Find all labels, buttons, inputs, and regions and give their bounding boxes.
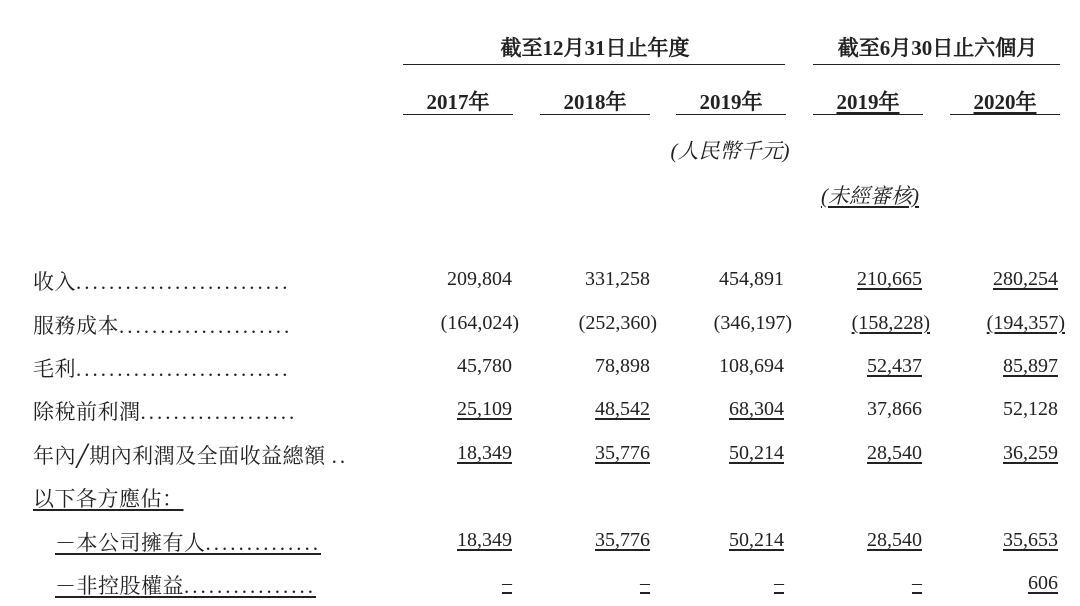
cell-cost-2017: (164,024) [440, 312, 519, 334]
year-2017: 2017年 [426, 90, 490, 114]
cell-gross-2020-6m: 85,897 [1003, 355, 1058, 377]
year-2020-6m: 2020年 [973, 90, 1037, 114]
year-2018: 2018年 [563, 90, 627, 114]
row-leader: .......................... [76, 357, 291, 381]
cell-nci-2019-6m: – [912, 572, 922, 594]
year-2017-rule [403, 114, 513, 115]
cell-cost-2018: (252,360) [578, 312, 657, 334]
year-2018-rule [540, 114, 650, 115]
row-label-total-comprehensive-income [33, 440, 348, 470]
cell-gross-2017: 45,780 [457, 355, 512, 377]
year-2019-6m: 2019年 [836, 90, 900, 114]
cell-pbt-2019: 68,304 [729, 398, 784, 420]
row-label-gross-profit [33, 353, 291, 383]
row-label-revenue [33, 266, 291, 296]
row-label-text: 毛利 [33, 357, 76, 381]
unaudited-note: (未經審核) [821, 184, 919, 208]
cell-pbt-2020-6m: 52,128 [1003, 398, 1058, 420]
year-2020-6m-rule [950, 114, 1060, 115]
cell-gross-2019: 108,694 [719, 355, 784, 377]
cell-owners-2018: 35,776 [595, 529, 650, 551]
cell-owners-2019-6m: 28,540 [867, 529, 922, 551]
row-label-text: 年內╱期內利潤及全面收益總額 [33, 444, 326, 468]
cell-tci-2019-6m: 28,540 [867, 442, 922, 464]
row-label-owners-of-company [33, 527, 321, 557]
cell-revenue-2018: 331,258 [585, 268, 650, 290]
cell-tci-2017: 18,349 [457, 442, 512, 464]
row-label-cost-of-services [33, 310, 292, 340]
cell-cost-2020-6m: (194,357) [986, 312, 1065, 334]
cell-cost-2019: (346,197) [713, 312, 792, 334]
cell-revenue-2019-6m: 210,665 [857, 268, 922, 290]
row-label-text: －非控股權益 [55, 574, 184, 598]
cell-nci-2019: – [774, 572, 784, 594]
row-label-text: 服務成本 [33, 314, 119, 338]
cell-tci-2018: 35,776 [595, 442, 650, 464]
cell-tci-2020-6m: 36,259 [1003, 442, 1058, 464]
cell-cost-2019-6m: (158,228) [851, 312, 930, 334]
cell-revenue-2020-6m: 280,254 [993, 268, 1058, 290]
row-leader: ..................... [119, 314, 293, 338]
row-label-attributable-to [33, 483, 184, 513]
unit-note: (人民幣千元) [670, 139, 790, 163]
cell-nci-2018: – [640, 572, 650, 594]
cell-owners-2019: 50,214 [729, 529, 784, 551]
year-2019-fy: 2019年 [699, 90, 763, 114]
cell-revenue-2017: 209,804 [447, 268, 512, 290]
cell-owners-2017: 18,349 [457, 529, 512, 551]
year-2019-6m-rule [813, 114, 923, 115]
header-fy-rule [403, 64, 785, 65]
row-leader: .......................... [76, 270, 291, 294]
cell-pbt-2019-6m: 37,866 [867, 398, 922, 420]
row-leader: ................ [184, 574, 316, 598]
cell-gross-2018: 78,898 [595, 355, 650, 377]
row-leader: .. [331, 444, 349, 468]
row-label-profit-before-tax [33, 396, 297, 426]
row-label-text: 以下各方應佔： [33, 487, 184, 511]
cell-nci-2017: – [502, 572, 512, 594]
cell-revenue-2019: 454,891 [719, 268, 784, 290]
row-leader: ................... [140, 400, 298, 424]
row-label-text: 收入 [33, 270, 76, 294]
cell-pbt-2018: 48,542 [595, 398, 650, 420]
row-label-non-controlling-interests [33, 570, 316, 600]
row-label-text: 除稅前利潤 [33, 400, 141, 424]
cell-nci-2020-6m: 606 [1028, 572, 1058, 594]
cell-gross-2019-6m: 52,437 [867, 355, 922, 377]
row-leader: .............. [205, 531, 321, 555]
cell-pbt-2017: 25,109 [457, 398, 512, 420]
header-6m-group: 截至6月30日止六個月 [837, 36, 1038, 60]
year-2019-fy-rule [676, 114, 786, 115]
header-6m-rule [813, 64, 1060, 65]
row-label-text: －本公司擁有人 [55, 531, 206, 555]
cell-tci-2019: 50,214 [729, 442, 784, 464]
header-fy-group: 截至12月31日止年度 [500, 36, 690, 60]
cell-owners-2020-6m: 35,653 [1003, 529, 1058, 551]
